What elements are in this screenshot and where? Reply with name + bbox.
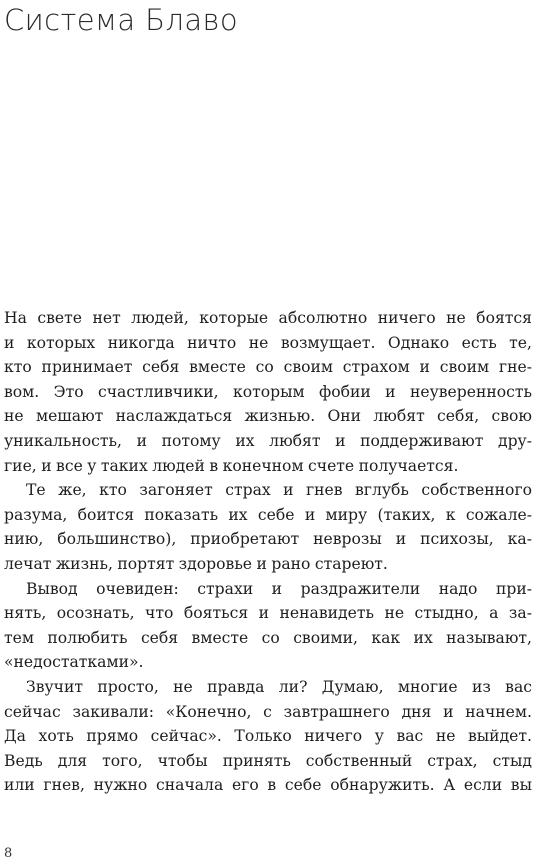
text-line: кто принимает себя вместе со своим страхом и своим гне- (4, 358, 532, 377)
text-line: лечат жизнь, портят здоровье и рано стареют. (4, 554, 388, 573)
text-line: не мешают наслаждаться жизнью. Они любят себя, свою (4, 407, 532, 426)
text-line: разума, боится показать их себе и миру (таких, к сожале- (4, 505, 532, 524)
text-line: нию, большинство), приобретают неврозы и психозы, ка- (4, 530, 532, 549)
text-line: Те же, кто загоняет страх и гнев вглубь собственного (26, 481, 532, 500)
chapter-title: Система Блаво (4, 3, 239, 37)
text-line: Звучит просто, не правда ли? Думаю, многие из вас (26, 677, 532, 696)
text-line: Вывод очевиден: страхи и раздражители надо при- (26, 579, 532, 598)
text-line: гие, и все у таких людей в конечном счете получается. (4, 456, 459, 475)
paragraph-2 (4, 478, 532, 576)
text-line: «недостатками». (4, 653, 144, 672)
text-line: нять, осознать, что бояться и ненавидеть не стыдно, а за- (4, 604, 532, 623)
text-line: тем полюбить себя вместе со своими, как их называют, (4, 628, 532, 647)
text-line: или гнев, нужно сначала его в себе обнаружить. А если вы (4, 776, 532, 795)
text-line: уникальность, и потому их любят и поддерживают дру- (4, 431, 532, 450)
text-line: сейчас закивали: «Конечно, с завтрашнего дня и начнем. (4, 702, 532, 721)
page-number: 8 (4, 846, 13, 861)
text-line: и которых никогда ничто не возмущает. Однако есть те, (4, 333, 532, 352)
paragraph-3 (4, 577, 532, 675)
text-line: Ведь для того, чтобы принять собственный страх, стыд (4, 751, 532, 770)
body-text (4, 306, 532, 798)
text-line: вом. Это счастливчики, которым фобии и неуверенность (4, 382, 532, 401)
text-line: На свете нет людей, которые абсолютно ничего не боятся (4, 309, 532, 327)
paragraph-4 (4, 675, 532, 798)
text-line: Да хоть прямо сейчас». Только ничего у вас не выйдет. (4, 727, 532, 746)
paragraph-1 (4, 306, 532, 478)
